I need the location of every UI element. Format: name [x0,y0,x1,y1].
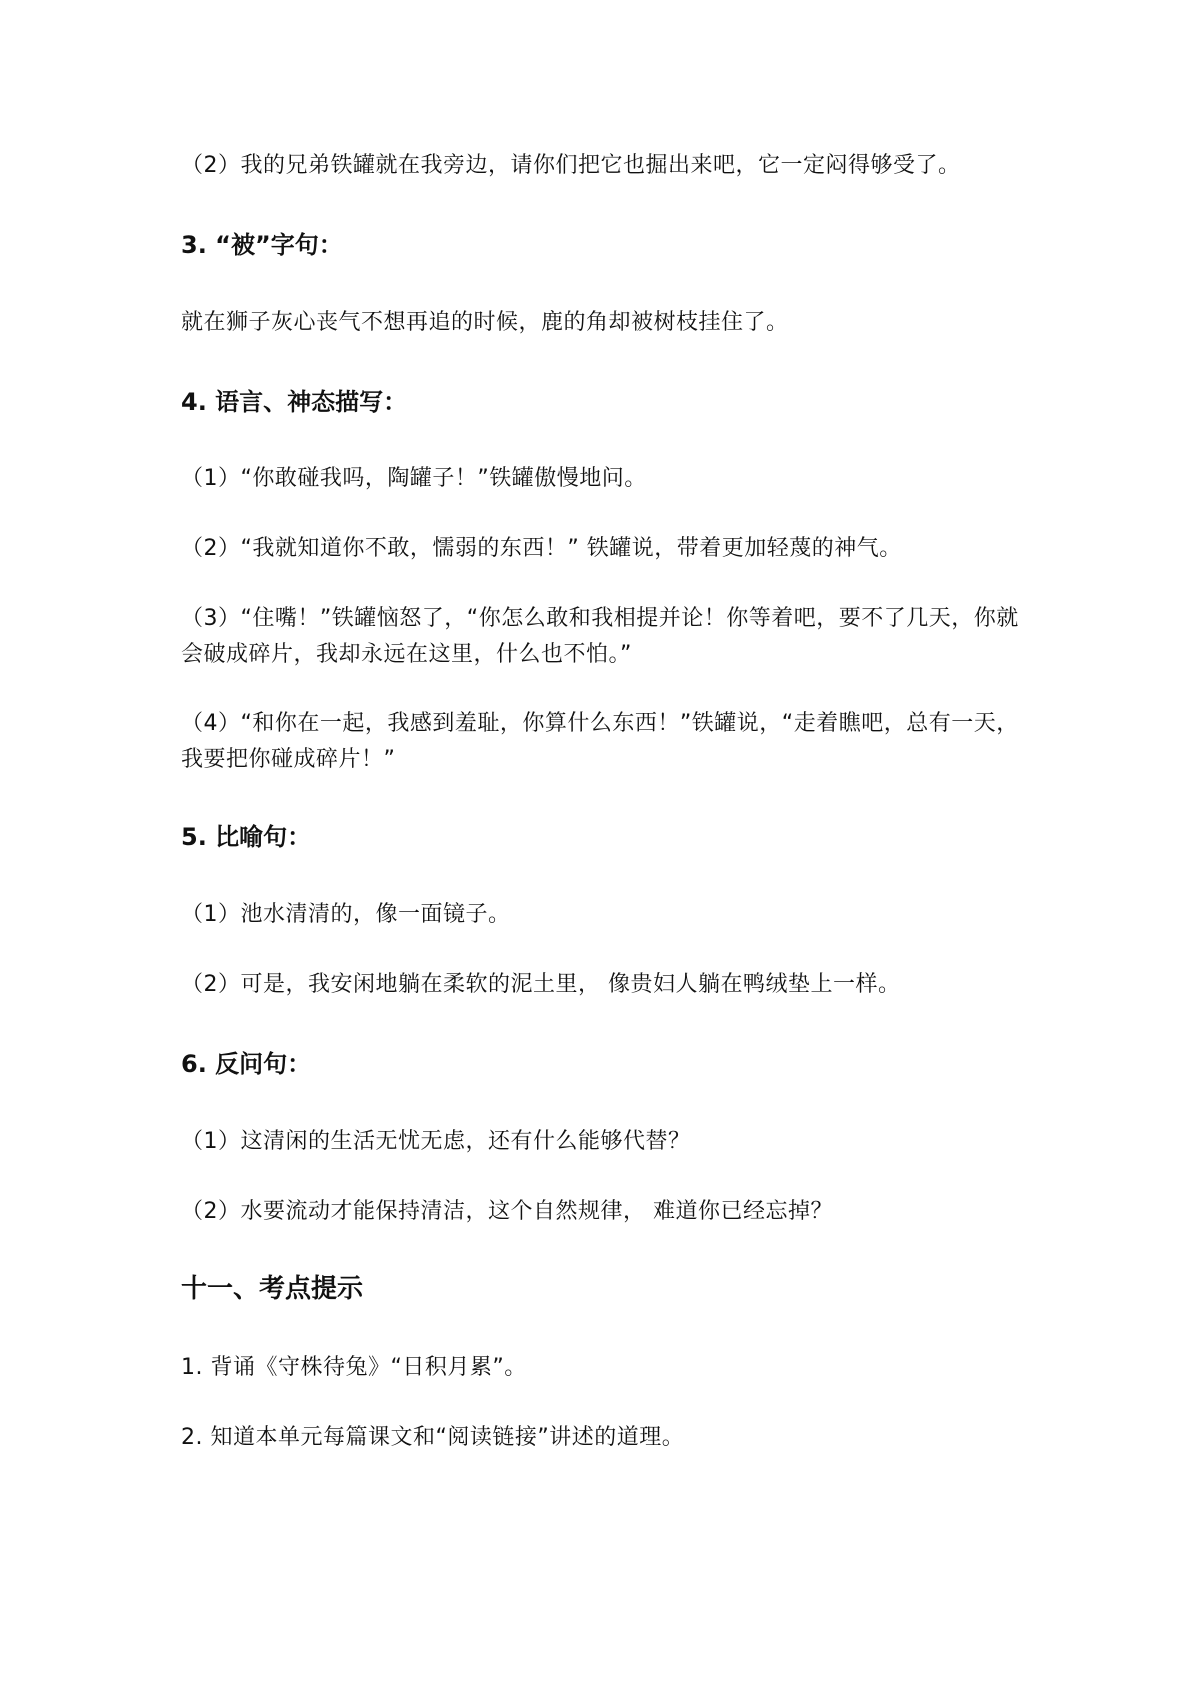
example-sentence-dialogue-4: （4）“和你在一起，我感到羞耻，你算什么东西！”铁罐说，“走着瞧吧，总有一天， 我要把你碰成碎片！” [181,711,1027,772]
example-sentence-passive: 就在狮子灰心丧气不想再追的时候，鹿的角却被树枝挂住了。 [181,310,789,335]
example-sentence-metaphor-1: （1）池水清清的，像一面镜子。 [181,902,511,927]
example-sentence-dialogue-1: （1）“你敢碰我吗，陶罐子！”铁罐傲慢地问。 [181,466,647,491]
example-sentence-dialogue-3: （3）“住嘴！”铁罐恼怒了，“你怎么敢和我相提并论！你等着吧，要不了几天，你就会破成碎片，我却永远在这里，什么也不怕。” [181,606,1019,667]
example-sentence-rhetorical-2: （2）水要流动才能保持清洁，这个自然规律， 难道你已经忘掉？ [181,1199,833,1224]
section-heading-dialogue-description: 4. 语言、神态描写： [181,388,408,416]
example-sentence-metaphor-2: （2）可是，我安闲地躺在柔软的泥土里， 像贵妇人躺在鸭绒垫上一样。 [181,972,901,997]
section-heading-exam-tips: 十一、考点提示 [181,1274,364,1304]
example-sentence-metaphor-2-tail: （2）我的兄弟铁罐就在我旁边，请你们把它也掘出来吧，它一定闷得够受了。 [181,153,961,178]
section-heading-metaphor: 5. 比喻句： [181,823,312,851]
section-heading-rhetorical-question: 6. 反问句： [181,1050,312,1078]
exam-tip-1: 1. 背诵《守株待兔》“日积月累”。 [181,1355,527,1380]
example-sentence-dialogue-2: （2）“我就知道你不敢，懦弱的东西！” 铁罐说，带着更加轻蔑的神气。 [181,536,902,561]
exam-tip-2: 2. 知道本单元每篇课文和“阅读链接”讲述的道理。 [181,1425,685,1450]
example-sentence-rhetorical-1: （1）这清闲的生活无忧无虑，还有什么能够代替？ [181,1129,691,1154]
section-heading-passive-sentence: 3. “被”字句： [181,231,343,259]
